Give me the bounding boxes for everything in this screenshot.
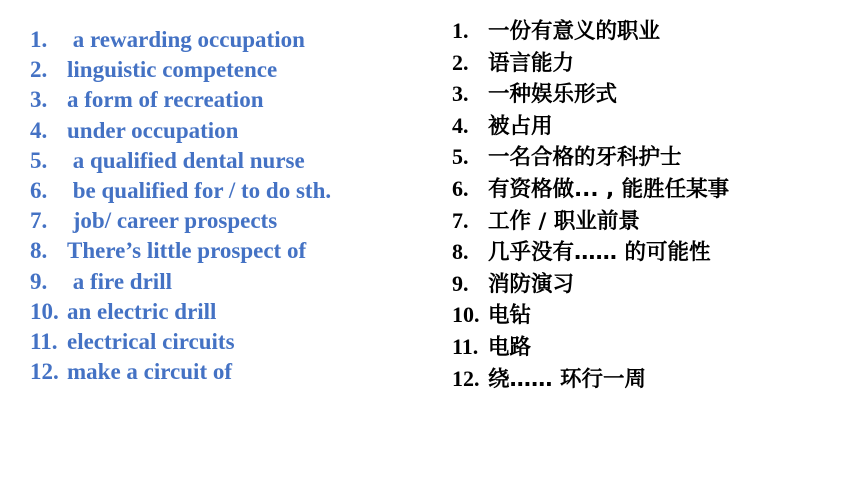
- item-number: 8.: [30, 238, 48, 264]
- item-number: 5.: [30, 147, 48, 173]
- chinese-translation: 语言能力: [488, 50, 575, 76]
- list-item: [452, 268, 729, 300]
- list-item: [30, 146, 331, 176]
- item-number: 1.: [452, 18, 469, 43]
- english-phrase: job/ career prospects: [67, 208, 278, 234]
- list-item: [452, 141, 729, 173]
- list-item: [452, 205, 729, 237]
- english-phrase: linguistic competence: [67, 57, 278, 83]
- list-item: [452, 15, 729, 47]
- list-item: [452, 236, 729, 268]
- list-item: [30, 236, 331, 266]
- list-item: [452, 47, 729, 79]
- list-item: [30, 357, 331, 387]
- list-item: [452, 78, 729, 110]
- chinese-translation: 一名合格的牙科护士: [488, 145, 682, 171]
- list-item: [452, 299, 729, 331]
- list-item: [30, 267, 331, 297]
- chinese-translation: 电路: [488, 334, 532, 360]
- chinese-translation: 消防演习: [488, 271, 575, 297]
- english-phrase: There’s little prospect of: [67, 238, 307, 264]
- english-phrase: a form of recreation: [67, 87, 264, 113]
- item-number: 9.: [30, 268, 48, 294]
- item-number: 12.: [30, 359, 59, 385]
- item-number: 4.: [30, 117, 48, 143]
- list-item: [30, 327, 331, 357]
- list-item: [30, 116, 331, 146]
- item-number: 9.: [452, 270, 469, 296]
- item-number: 11.: [452, 333, 479, 359]
- chinese-translation-list: [452, 15, 729, 394]
- item-number: 3.: [30, 87, 48, 113]
- list-item: [452, 173, 729, 205]
- english-phrase-list: [30, 25, 331, 387]
- item-number: 6.: [452, 175, 469, 201]
- chinese-translation: 一份有意义的职业: [488, 19, 661, 44]
- list-item: [452, 363, 729, 395]
- english-phrase: a rewarding occupation: [67, 27, 305, 52]
- chinese-translation: 被占用: [488, 113, 553, 139]
- chinese-translation: 一种娱乐形式: [488, 82, 618, 108]
- chinese-translation: 电钻: [488, 303, 532, 329]
- item-number: 4.: [452, 112, 469, 138]
- item-number: 2.: [452, 49, 469, 75]
- item-number: 11.: [30, 328, 58, 354]
- english-phrase: a fire drill: [67, 268, 172, 294]
- item-number: 12.: [452, 365, 480, 391]
- english-phrase: electrical circuits: [67, 328, 235, 354]
- list-item: [30, 55, 331, 85]
- english-phrase: a qualified dental nurse: [67, 147, 305, 173]
- english-phrase: an electric drill: [67, 298, 217, 324]
- item-number: 8.: [452, 239, 469, 265]
- list-item: [30, 206, 331, 236]
- chinese-translation: 几乎没有…… 的可能性: [488, 240, 711, 266]
- english-phrase: be qualified for / to do sth.: [67, 177, 332, 203]
- item-number: 1.: [30, 27, 48, 52]
- list-item: [30, 85, 331, 115]
- item-number: 10.: [452, 302, 480, 328]
- list-item: [30, 176, 331, 206]
- chinese-translation: 有资格做... , 能胜任某事: [488, 176, 730, 202]
- chinese-translation: 工作 / 职业前景: [488, 208, 640, 234]
- item-number: 7.: [452, 207, 469, 233]
- chinese-translation: 绕…… 环行一周: [488, 366, 646, 392]
- item-number: 5.: [452, 144, 469, 170]
- list-item: [452, 331, 729, 363]
- item-number: 10.: [30, 298, 59, 324]
- item-number: 7.: [30, 208, 48, 234]
- item-number: 3.: [452, 81, 469, 107]
- english-phrase: make a circuit of: [67, 359, 233, 385]
- list-item: [452, 110, 729, 142]
- list-item: [30, 25, 331, 55]
- item-number: 2.: [30, 57, 48, 83]
- list-item: [30, 297, 331, 327]
- item-number: 6.: [30, 177, 48, 203]
- english-phrase: under occupation: [67, 117, 239, 143]
